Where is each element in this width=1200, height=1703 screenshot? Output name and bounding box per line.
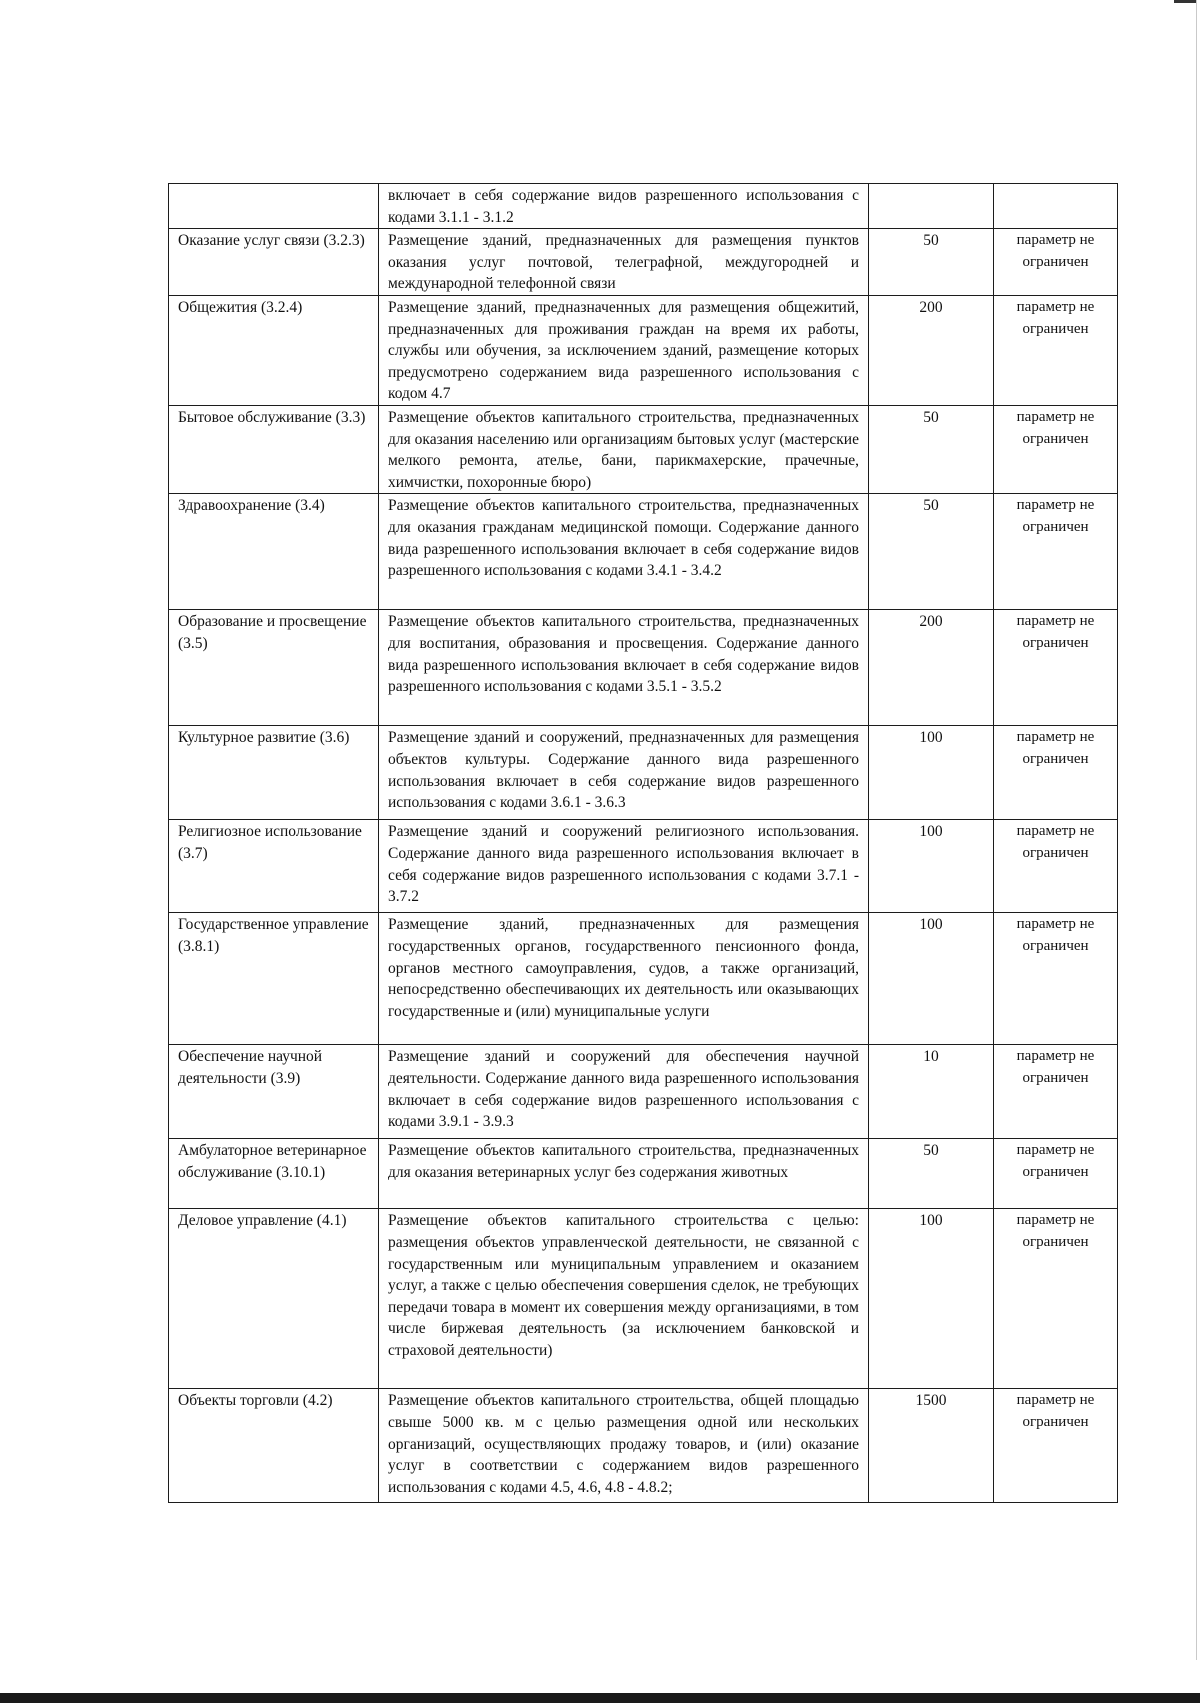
parameter-limit: параметр не ограничен bbox=[994, 820, 1118, 913]
parameter-limit: параметр не ограничен bbox=[994, 405, 1118, 493]
use-type-name: Здравоохранение (3.4) bbox=[169, 494, 379, 610]
parameter-value: 100 bbox=[869, 913, 994, 1045]
parameter-value: 50 bbox=[869, 405, 994, 493]
table-row bbox=[169, 820, 1118, 913]
use-type-name: Образование и просвещение (3.5) bbox=[169, 610, 379, 726]
table-row bbox=[169, 295, 1118, 405]
table-row bbox=[169, 229, 1118, 296]
parameter-value: 50 bbox=[869, 229, 994, 296]
table-row bbox=[169, 1139, 1118, 1209]
parameter-limit: параметр не ограничен bbox=[994, 726, 1118, 820]
parameter-value bbox=[869, 184, 994, 229]
table-row bbox=[169, 1045, 1118, 1139]
use-type-name: Государственное управление (3.8.1) bbox=[169, 913, 379, 1045]
use-type-name: Обеспечение научной деятельности (3.9) bbox=[169, 1045, 379, 1139]
use-type-name: Культурное развитие (3.6) bbox=[169, 726, 379, 820]
parameter-value: 100 bbox=[869, 1209, 994, 1389]
parameter-limit: параметр не ограничен bbox=[994, 913, 1118, 1045]
use-type-description: Размещение объектов капитального строительства, общей площадью свыше 5000 кв. м с целью размещения одной или нескольких организаций, осуществляющих продажу товаров, и (или) оказание услуг в соответствии с содержанием видов разрешенного использования с кодами 4.5, 4.6, 4.8 - 4.8.2; bbox=[379, 1389, 869, 1503]
use-type-name: Объекты торговли (4.2) bbox=[169, 1389, 379, 1503]
parameter-limit: параметр не ограничен bbox=[994, 229, 1118, 296]
parameter-limit: параметр не ограничен bbox=[994, 1139, 1118, 1209]
use-type-name: Амбулаторное ветеринарное обслуживание (3.10.1) bbox=[169, 1139, 379, 1209]
table-row bbox=[169, 494, 1118, 610]
use-type-name: Оказание услуг связи (3.2.3) bbox=[169, 229, 379, 296]
use-type-description: Размещение зданий, предназначенных для размещения государственных органов, государственного пенсионного фонда, органов местного самоуправления, судов, а также организаций, непосредственно обеспечивающих их деятельность или оказывающих государственные и (или) муниципальные услуги bbox=[379, 913, 869, 1045]
table-row bbox=[169, 184, 1118, 229]
scan-corner-mark bbox=[1174, 0, 1196, 3]
parameter-value: 50 bbox=[869, 494, 994, 610]
use-type-description: Размещение зданий, предназначенных для размещения пунктов оказания услуг почтовой, телеграфной, междугородней и международной телефонной связи bbox=[379, 229, 869, 296]
scan-edge-line bbox=[1196, 0, 1197, 1660]
use-type-description: Размещение объектов капитального строительства, предназначенных для оказания гражданам медицинской помощи. Содержание данного вида разрешенного использования включает в себя содержание видов разрешенного использования с кодами 3.4.1 - 3.4.2 bbox=[379, 494, 869, 610]
use-type-name: Бытовое обслуживание (3.3) bbox=[169, 405, 379, 493]
parameter-limit: параметр не ограничен bbox=[994, 1389, 1118, 1503]
table-row bbox=[169, 1209, 1118, 1389]
use-type-description: Размещение объектов капитального строительства, предназначенных для воспитания, образования и просвещения. Содержание данного вида разрешенного использования включает в себя содержание видов разрешенного использования с кодами 3.5.1 - 3.5.2 bbox=[379, 610, 869, 726]
use-type-name: Общежития (3.2.4) bbox=[169, 295, 379, 405]
use-type-description: Размещение объектов капитального строительства, предназначенных для оказания населению или организациям бытовых услуг (мастерские мелкого ремонта, ателье, бани, парикмахерские, прачечные, химчистки, похоронные бюро) bbox=[379, 405, 869, 493]
parameter-value: 100 bbox=[869, 820, 994, 913]
use-type-description: Размещение зданий и сооружений религиозного использования. Содержание данного вида разрешенного использования включает в себя содержание видов разрешенного использования с кодами 3.7.1 - 3.7.2 bbox=[379, 820, 869, 913]
use-type-description: Размещение зданий и сооружений, предназначенных для размещения объектов культуры. Содержание данного вида разрешенного использования включает в себя содержание видов разрешенного использования с кодами 3.6.1 - 3.6.3 bbox=[379, 726, 869, 820]
use-type-description: включает в себя содержание видов разрешенного использования с кодами 3.1.1 - 3.1.2 bbox=[379, 184, 869, 229]
table-row bbox=[169, 913, 1118, 1045]
parameter-limit: параметр не ограничен bbox=[994, 494, 1118, 610]
use-type-description: Размещение объектов капитального строительства с целью: размещения объектов управленческой деятельности, не связанной с государственным или муниципальным управлением и оказанием услуг, а также с целью обеспечения совершения сделок, не требующих передачи товара в момент их совершения между организациями, в том числе биржевая деятельность (за исключением банковской и страховой деятельности) bbox=[379, 1209, 869, 1389]
use-type-name bbox=[169, 184, 379, 229]
use-type-description: Размещение зданий, предназначенных для размещения общежитий, предназначенных для проживания граждан на время их работы, службы или обучения, за исключением зданий, размещение которых предусмотрено содержанием вида разрешенного использования с кодом 4.7 bbox=[379, 295, 869, 405]
land-use-table bbox=[168, 183, 1118, 1503]
use-type-description: Размещение объектов капитального строительства, предназначенных для оказания ветеринарных услуг без содержания животных bbox=[379, 1139, 869, 1209]
parameter-limit: параметр не ограничен bbox=[994, 1045, 1118, 1139]
parameter-value: 10 bbox=[869, 1045, 994, 1139]
scan-bottom-band bbox=[0, 1693, 1200, 1703]
table-row bbox=[169, 610, 1118, 726]
table-row bbox=[169, 726, 1118, 820]
parameter-limit: параметр не ограничен bbox=[994, 1209, 1118, 1389]
parameter-limit: параметр не ограничен bbox=[994, 295, 1118, 405]
table-row bbox=[169, 405, 1118, 493]
use-type-name: Деловое управление (4.1) bbox=[169, 1209, 379, 1389]
parameter-value: 50 bbox=[869, 1139, 994, 1209]
parameter-value: 100 bbox=[869, 726, 994, 820]
parameter-value: 200 bbox=[869, 610, 994, 726]
parameter-value: 1500 bbox=[869, 1389, 994, 1503]
parameter-limit: параметр не ограничен bbox=[994, 610, 1118, 726]
table-row bbox=[169, 1389, 1118, 1503]
parameter-limit bbox=[994, 184, 1118, 229]
use-type-name: Религиозное использование (3.7) bbox=[169, 820, 379, 913]
use-type-description: Размещение зданий и сооружений для обеспечения научной деятельности. Содержание данного вида разрешенного использования включает в себя содержание видов разрешенного использования с кодами 3.9.1 - 3.9.3 bbox=[379, 1045, 869, 1139]
parameter-value: 200 bbox=[869, 295, 994, 405]
